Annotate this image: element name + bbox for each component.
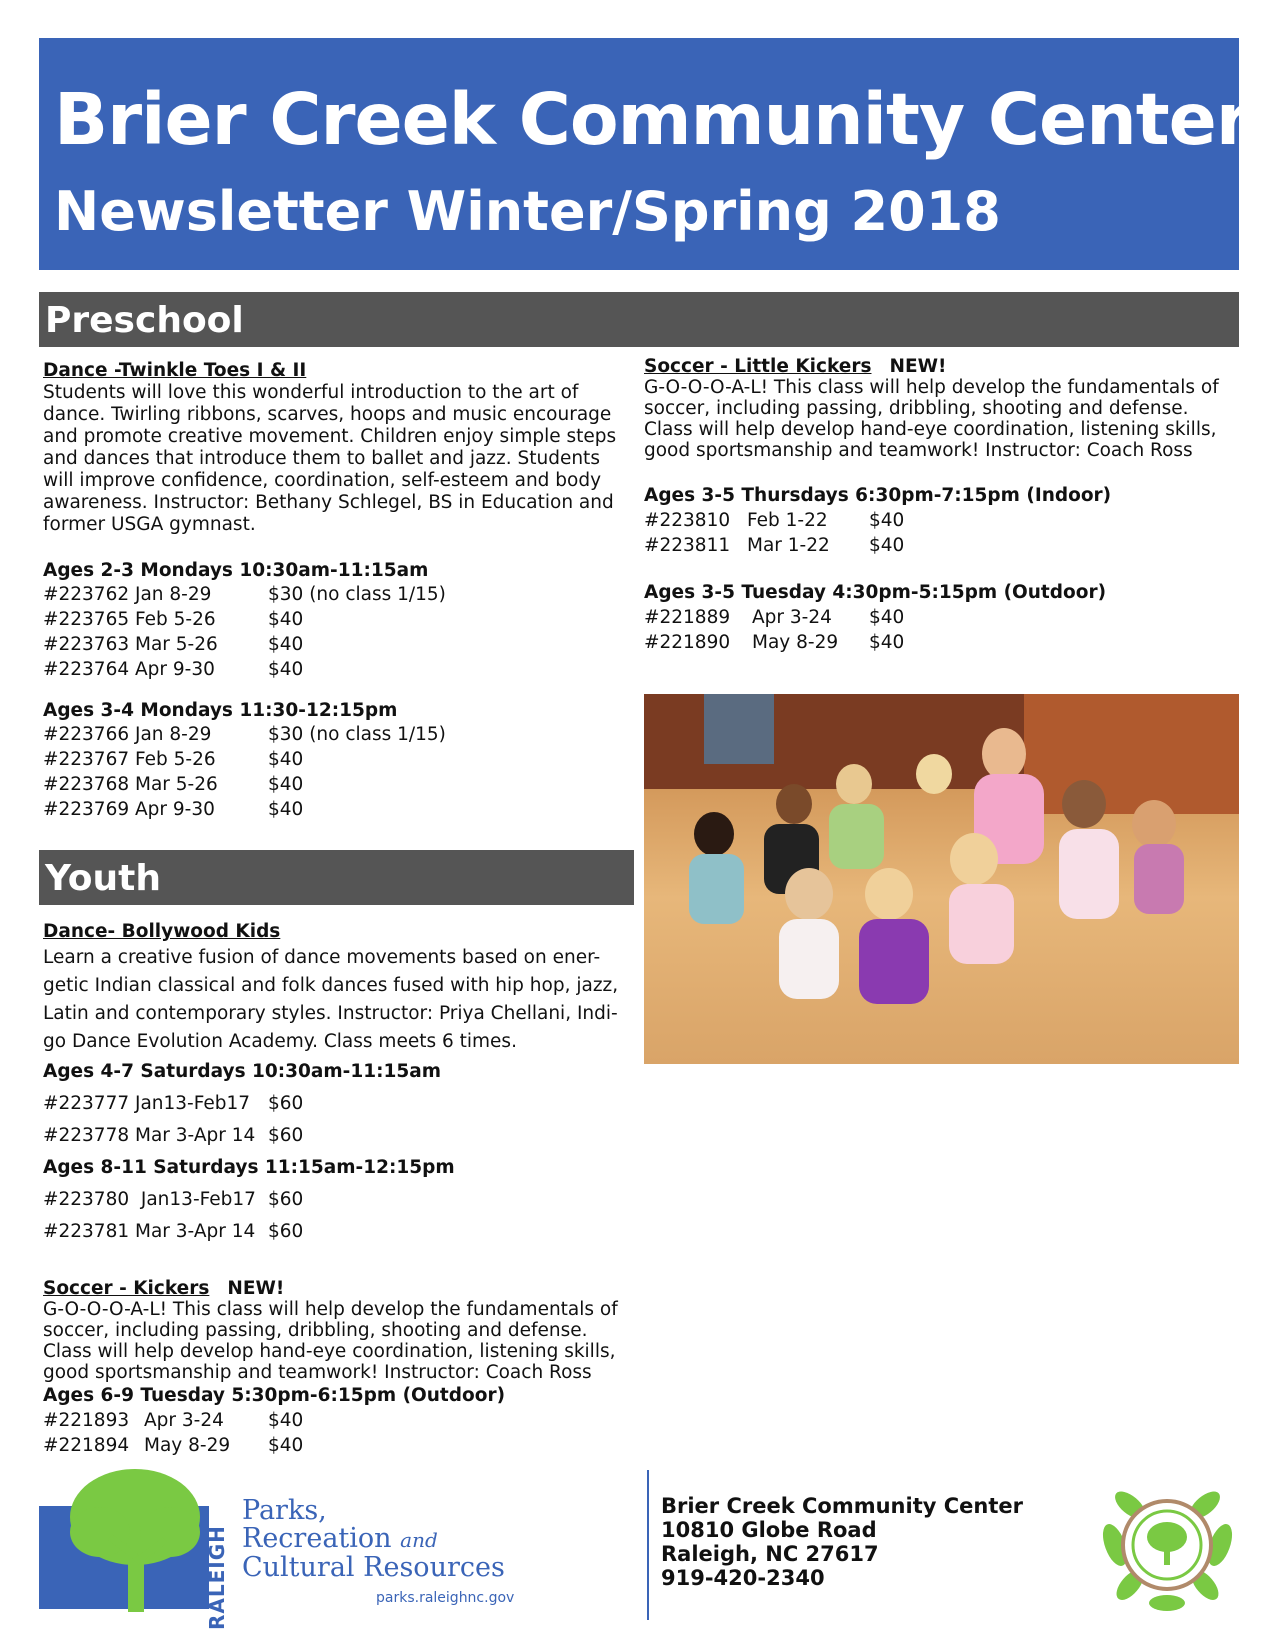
teacher-head bbox=[982, 728, 1026, 780]
little-kickers-block bbox=[644, 356, 1244, 655]
class-price: $60 bbox=[268, 1189, 304, 1210]
class-code: #223763 Mar 5-26 bbox=[43, 634, 218, 655]
section-bar-youth bbox=[39, 850, 634, 905]
class-price: $60 bbox=[268, 1125, 304, 1146]
class-code: #223769 Apr 9-30 bbox=[43, 799, 215, 820]
class-price: $40 bbox=[268, 634, 304, 655]
desc-line: getic Indian classical and folk dances fused with hip hop, jazz, bbox=[43, 975, 619, 996]
desc-line: Students will love this wonderful introduction to the art of bbox=[43, 382, 579, 403]
child-body bbox=[779, 919, 839, 999]
class-dates: May 8-29 bbox=[144, 1435, 231, 1456]
class-code: #223777 Jan13-Feb17 bbox=[43, 1093, 251, 1114]
desc-line: go Dance Evolution Academy. Class meets 6 times. bbox=[43, 1031, 517, 1052]
desc-line: will improve confidence, coordination, self-esteem and body bbox=[43, 470, 602, 491]
schedule-heading: Ages 2-3 Mondays 10:30am-11:15am bbox=[43, 560, 429, 581]
address-line: Raleigh, NC 27617 bbox=[661, 1542, 879, 1566]
desc-line: dance. Twirling ribbons, scarves, hoops and music encourage bbox=[43, 404, 612, 425]
city-seal-icon bbox=[1095, 1475, 1240, 1615]
class-dates: Feb 1-22 bbox=[747, 510, 828, 531]
schedule-heading: Ages 3-4 Mondays 11:30-12:15pm bbox=[43, 700, 398, 721]
address-line: 10810 Globe Road bbox=[661, 1518, 877, 1542]
class-price: $40 bbox=[869, 607, 905, 628]
class-code: #223762 Jan 8-29 bbox=[43, 584, 212, 605]
class-price: $40 bbox=[869, 535, 905, 556]
class-code: #223764 Apr 9-30 bbox=[43, 659, 215, 680]
child-body bbox=[949, 884, 1014, 964]
footer-divider bbox=[647, 1470, 649, 1620]
class-dates: May 8-29 bbox=[752, 632, 839, 653]
class-dates: Mar 1-22 bbox=[747, 535, 830, 556]
prcr-line: Recreation bbox=[242, 1523, 392, 1554]
child-body bbox=[859, 919, 929, 1004]
photo-illustration bbox=[644, 694, 1239, 1064]
section-bar-preschool bbox=[39, 292, 1239, 347]
child-body bbox=[1059, 829, 1119, 919]
desc-line: Class will help develop hand-eye coordination, listening skills, bbox=[43, 1341, 616, 1362]
class-code: #223781 Mar 3-Apr 14 bbox=[43, 1221, 256, 1242]
class-code: #223778 Mar 3-Apr 14 bbox=[43, 1125, 256, 1146]
class-price: $60 bbox=[268, 1221, 304, 1242]
class-title-twinkle-toes: Dance -Twinkle Toes I & II bbox=[43, 360, 307, 381]
class-price: $40 bbox=[268, 609, 304, 630]
class-code: #223766 Jan 8-29 bbox=[43, 724, 212, 745]
child-head bbox=[950, 833, 998, 885]
class-dates: Apr 3-24 bbox=[752, 607, 832, 628]
newsletter-subtitle: Newsletter Winter/Spring 2018 bbox=[54, 180, 1001, 243]
class-price: $30 (no class 1/15) bbox=[268, 584, 446, 605]
class-price: $60 bbox=[268, 1093, 304, 1114]
phone-number: 919-420-2340 bbox=[661, 1566, 825, 1590]
section-title-preschool: Preschool bbox=[45, 300, 244, 341]
class-code: #223765 Feb 5-26 bbox=[43, 609, 216, 630]
desc-line: G-O-O-O-A-L! This class will help develop the fundamentals of bbox=[644, 377, 1219, 398]
prcr-and: and bbox=[400, 1528, 438, 1552]
newsletter-header bbox=[39, 38, 1250, 270]
class-code: #223810 bbox=[644, 510, 731, 531]
center-title: Brier Creek Community Center bbox=[54, 78, 1250, 161]
child-head bbox=[776, 784, 812, 824]
class-code: #221890 bbox=[644, 632, 731, 653]
prcr-line: Parks, bbox=[242, 1495, 327, 1526]
bollywood-block bbox=[43, 920, 643, 1248]
address-block bbox=[661, 1494, 1023, 1590]
curtain bbox=[1024, 694, 1239, 814]
raleigh-wordmark: RALEIGH bbox=[205, 1525, 229, 1630]
class-price: $40 bbox=[268, 799, 304, 820]
class-title-little-kickers: Soccer - Little Kickers bbox=[644, 356, 872, 377]
schedule-heading: Ages 4-7 Saturdays 10:30am-11:15am bbox=[43, 1061, 442, 1082]
parks-recreation-logo-text bbox=[242, 1497, 505, 1582]
new-badge: NEW! bbox=[889, 356, 947, 377]
desc-line: soccer, including passing, dribbling, shooting and defense. bbox=[43, 1320, 588, 1341]
class-price: $40 bbox=[268, 774, 304, 795]
child-head bbox=[836, 764, 872, 804]
child-head bbox=[1062, 780, 1106, 828]
class-price: $40 bbox=[869, 510, 905, 531]
child-head bbox=[865, 868, 913, 920]
desc-line: Class will help develop hand-eye coordination, listening skills, bbox=[644, 419, 1217, 440]
class-price: $30 (no class 1/15) bbox=[268, 724, 446, 745]
section-title-youth: Youth bbox=[45, 858, 161, 899]
schedule-heading: Ages 8-11 Saturdays 11:15am-12:15pm bbox=[43, 1157, 455, 1178]
soccer-kickers-block bbox=[43, 1278, 643, 1458]
class-price: $40 bbox=[268, 1410, 304, 1431]
tree-icon bbox=[60, 1462, 210, 1612]
children-dance-class-photo bbox=[644, 694, 1239, 1064]
class-price: $40 bbox=[268, 749, 304, 770]
child-body bbox=[829, 804, 884, 869]
desc-line: former USGA gymnast. bbox=[43, 514, 256, 535]
new-badge: NEW! bbox=[227, 1278, 285, 1299]
desc-line: Learn a creative fusion of dance movements based on ener- bbox=[43, 947, 601, 968]
class-code: #221894 bbox=[43, 1435, 130, 1456]
desc-line: awareness. Instructor: Bethany Schlegel, BS in Education and bbox=[43, 492, 614, 513]
class-dates: Apr 3-24 bbox=[144, 1410, 224, 1431]
class-title-bollywood: Dance- Bollywood Kids bbox=[43, 921, 281, 942]
class-code: #223811 bbox=[644, 535, 731, 556]
desc-line: Latin and contemporary styles. Instructor: Priya Chellani, Indi- bbox=[43, 1003, 618, 1024]
class-title-kickers: Soccer - Kickers bbox=[43, 1278, 210, 1299]
child-body bbox=[1134, 844, 1184, 914]
class-price: $40 bbox=[268, 1435, 304, 1456]
child-head bbox=[916, 754, 952, 794]
twinkle-toes-block bbox=[43, 360, 643, 822]
child-head bbox=[694, 812, 734, 856]
class-price: $40 bbox=[268, 659, 304, 680]
schedule-heading: Ages 3-5 Thursdays 6:30pm-7:15pm (Indoor) bbox=[644, 485, 1112, 506]
class-code: #223767 Feb 5-26 bbox=[43, 749, 216, 770]
desc-line: and promote creative movement. Children enjoy simple steps bbox=[43, 426, 617, 447]
child-head bbox=[1132, 800, 1176, 848]
class-code: #223768 Mar 5-26 bbox=[43, 774, 218, 795]
desc-line: good sportsmanship and teamwork! Instructor: Coach Ross bbox=[644, 440, 1193, 461]
class-code: #221889 bbox=[644, 607, 731, 628]
class-price: $40 bbox=[869, 632, 905, 653]
desc-line: good sportsmanship and teamwork! Instructor: Coach Ross bbox=[43, 1362, 592, 1383]
class-code: #223780 Jan13-Feb17 bbox=[43, 1189, 256, 1210]
desc-line: soccer, including passing, dribbling, shooting and defense. bbox=[644, 398, 1189, 419]
desc-line: and dances that introduce them to ballet and jazz. Students bbox=[43, 448, 600, 469]
desc-line: G-O-O-O-A-L! This class will help develop the fundamentals of bbox=[43, 1299, 618, 1320]
child-head bbox=[785, 868, 833, 920]
class-code: #221893 bbox=[43, 1410, 130, 1431]
schedule-heading: Ages 3-5 Tuesday 4:30pm-5:15pm (Outdoor) bbox=[644, 582, 1107, 603]
adult-legs bbox=[704, 694, 774, 764]
address-line: Brier Creek Community Center bbox=[661, 1494, 1023, 1518]
prcr-line: Cultural Resources bbox=[242, 1552, 505, 1583]
website-link[interactable]: parks.raleighnc.gov bbox=[376, 1590, 515, 1606]
child-body bbox=[689, 854, 744, 924]
schedule-heading: Ages 6-9 Tuesday 5:30pm-6:15pm (Outdoor) bbox=[43, 1385, 506, 1406]
